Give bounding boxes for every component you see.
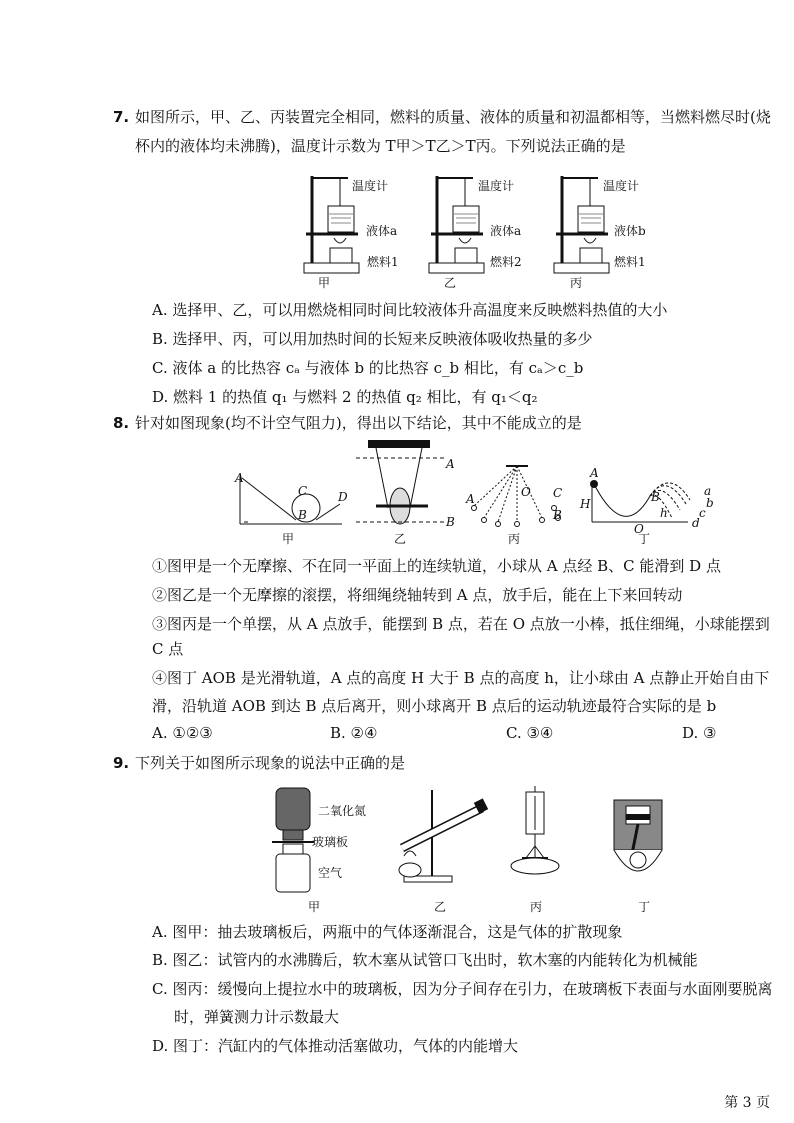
- q7-stem: [113, 103, 785, 161]
- q8-label-b4: b: [706, 496, 714, 510]
- q8-label-C1: C: [298, 484, 308, 498]
- q7-stem-line1: 如图所示，甲、乙、丙装置完全相同，燃料的质量、液体的质量和初温都相等，当燃料燃尽时(烧: [135, 108, 771, 126]
- q9-stem: [113, 749, 785, 778]
- q7-thermo-label-3: 温度计: [603, 179, 640, 193]
- q8-statement-4: ④图丁 AOB 是光滑轨道，A 点的高度 H 大于 B 点的高度 h，让小球由 A 点静止开始自由下: [152, 669, 770, 687]
- q8-stem: [113, 409, 785, 438]
- q7-option-a: A. 选择甲、乙，可以用燃烧相同时间比较液体升高温度来反映燃料热值的大小: [152, 301, 668, 319]
- q7-fuel-label-2: 燃料2: [490, 255, 522, 269]
- q9-label-air: 空气: [318, 866, 343, 880]
- q8-stem-text: 针对如图现象(均不计空气阻力)，得出以下结论，其中不能成立的是: [135, 414, 582, 432]
- q7-thermo-label-2: 温度计: [478, 179, 515, 193]
- q7-fuel-label-1: 燃料1: [367, 255, 399, 269]
- q8-label-A3: A: [466, 492, 475, 506]
- q8-label-D1: D: [338, 490, 348, 504]
- q9-option-b: B. 图乙：试管内的水沸腾后，软木塞从试管口飞出时，软木塞的内能转化为机械能: [152, 951, 698, 969]
- q8-label-B4: B: [651, 490, 660, 504]
- q9-spring-scale: [510, 786, 560, 886]
- q7-liquid-label-2: 液体a: [490, 224, 522, 238]
- q9-option-c: C. 图丙：缓慢向上提拉水中的玻璃板，因为分子间存在引力，在玻璃板下表面与水面刚要脱离: [152, 980, 773, 998]
- q8-label-c4: c: [699, 506, 706, 520]
- q9-caption-4: 丁: [637, 900, 650, 914]
- q8-label-d4: d: [692, 516, 700, 530]
- q7-caption-3: 丙: [569, 276, 582, 290]
- q8-label-A1: A: [235, 471, 244, 485]
- q8-caption-4: 丁: [637, 532, 650, 546]
- q8-label-A4: A: [590, 466, 599, 480]
- q8-label-H4: H: [580, 497, 591, 511]
- q8-label-O3: O: [521, 485, 531, 499]
- q8-caption-3: 丙: [507, 532, 520, 546]
- q9-caption-2: 乙: [433, 900, 446, 914]
- q9-caption-3: 丙: [529, 900, 542, 914]
- q7-apparatus-2: [425, 168, 485, 280]
- q9-option-a: A. 图甲：抽去玻璃板后，两瓶中的气体逐渐混合，这是气体的扩散现象: [152, 923, 623, 941]
- q8-label-A2: A: [446, 457, 455, 471]
- q9-option-c-cont: 时，弹簧测力计示数最大: [174, 1008, 340, 1026]
- q7-option-d: D. 燃料 1 的热值 q₁ 与燃料 2 的热值 q₂ 相比，有 q₁＜q₂: [152, 388, 538, 406]
- q8-track-diagram: [236, 472, 346, 528]
- q9-label-no2: 二氧化氮: [318, 804, 367, 818]
- q9-caption-1: 甲: [307, 900, 320, 914]
- q8-label-B3: B: [553, 508, 562, 522]
- q7-option-c: C. 液体 a 的比热容 cₐ 与液体 b 的比热容 c_b 相比，有 cₐ＞c_b: [152, 359, 584, 377]
- q8-caption-2: 乙: [393, 532, 406, 546]
- q7-stem-line2: 杯内的液体均未沸腾)，温度计示数为 T甲＞T乙＞T丙。下列说法正确的是: [135, 137, 626, 155]
- q7-apparatus-3: [550, 168, 610, 280]
- q7-apparatus-1: [300, 168, 360, 280]
- q8-answer-c: C. ③④: [506, 724, 554, 742]
- q7-number: 7.: [113, 108, 130, 126]
- q9-diffusion-bottles: [268, 786, 318, 896]
- q9-number: 9.: [113, 754, 130, 772]
- q9-label-glass: 玻璃板: [312, 835, 349, 849]
- q8-pendulum: [466, 462, 566, 528]
- q8-statement-1: ①图甲是一个无摩擦、不在同一平面上的连续轨道，小球从 A 点经 B、C 能滑到 D 点: [152, 557, 721, 575]
- q8-statement-3: ③图丙是一个单摆，从 A 点放手，能摆到 B 点，若在 O 点放一小棒，抵住细绳，小球能摆到: [152, 615, 770, 633]
- q8-label-O4: O: [634, 522, 644, 536]
- q8-statement-3-cont: C 点: [152, 640, 184, 658]
- q8-statement-2: ②图乙是一个无摩擦的滚摆，将细绳绕轴转到 A 点，放手后，能在上下来回转动: [152, 586, 683, 604]
- q8-caption-1: 甲: [281, 532, 294, 546]
- q8-answer-d: D. ③: [682, 724, 717, 742]
- q8-label-B2: B: [446, 515, 455, 529]
- q8-statement-4-cont: 滑，沿轨道 AOB 到达 B 点后离开，则小球离开 B 点后的运动轨迹最符合实际的是 b: [152, 697, 717, 715]
- q8-label-h4: h: [660, 506, 668, 520]
- q7-fuel-label-3: 燃料1: [614, 255, 646, 269]
- q8-answer-b: B. ②④: [330, 724, 378, 742]
- q9-stem-text: 下列关于如图所示现象的说法中正确的是: [135, 754, 406, 772]
- q8-answer-a: A. ①②③: [152, 724, 213, 742]
- q7-caption-1: 甲: [317, 276, 330, 290]
- q9-test-tube-heating: [394, 786, 494, 886]
- q8-maxwell-wheel: [356, 438, 446, 530]
- q8-number: 8.: [113, 414, 130, 432]
- q7-liquid-label-1: 液体a: [366, 224, 398, 238]
- page-number: 第 3 页: [724, 1095, 770, 1111]
- q8-label-C3: C: [553, 486, 563, 500]
- q7-liquid-label-3: 液体b: [614, 224, 646, 238]
- q7-option-b: B. 选择甲、丙，可以用加热时间的长短来反映液体吸收热量的多少: [152, 330, 593, 348]
- q9-option-d: D. 图丁：汽缸内的气体推动活塞做功，气体的内能增大: [152, 1037, 519, 1055]
- q8-label-B1: B: [298, 508, 307, 522]
- q7-thermo-label-1: 温度计: [352, 179, 389, 193]
- q7-caption-2: 乙: [443, 276, 456, 290]
- q8-label-a4: a: [704, 484, 712, 498]
- q9-engine-cylinder: [610, 792, 666, 884]
